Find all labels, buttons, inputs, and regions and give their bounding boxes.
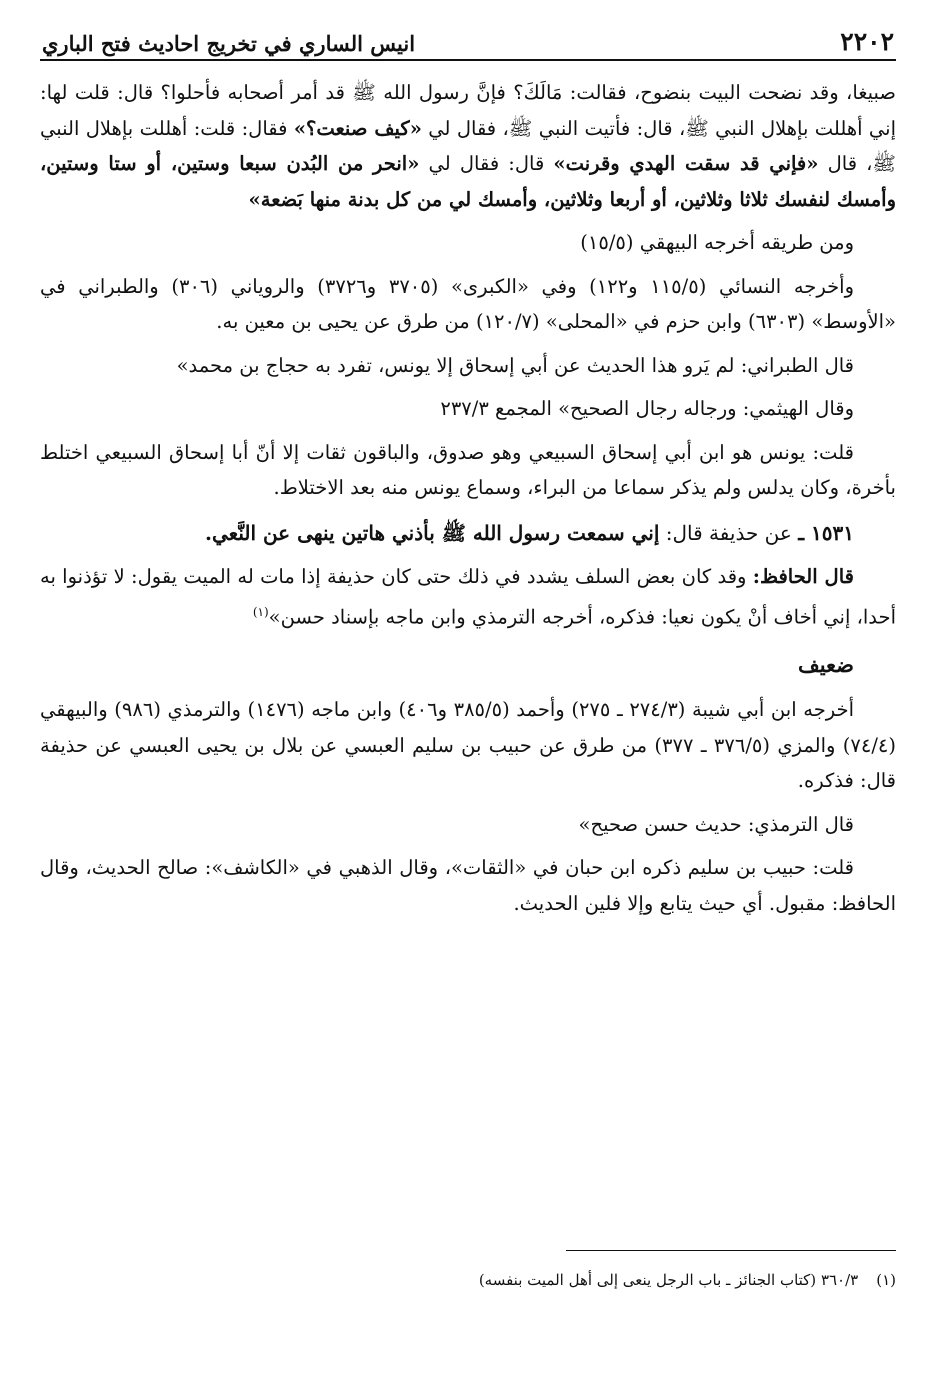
text-run: قال: فقال لي	[419, 152, 554, 175]
text-run: فقال: قلت: أهللت بإهلال النبي ﷺ، قال	[40, 116, 896, 175]
footnote-marker: (١)	[876, 1271, 896, 1289]
page-number: ٢٢٠٢	[840, 27, 894, 56]
footnote-text: ٣٦٠/٣ (كتاب الجنائز ـ باب الرجل ينعى إلى أهل الميت بنفسه)	[478, 1271, 859, 1289]
paragraph-hafiz	[40, 559, 896, 635]
footnote	[479, 1268, 896, 1292]
hadith-text: إني سمعت رسول الله ﷺ بأذني هاتين ينهى عن النَّعي.	[205, 520, 660, 545]
footnote-reference[interactable]: (١)	[252, 604, 269, 619]
main-text	[40, 75, 896, 921]
paragraph-tabarani: قال الطبراني: لم يَرو هذا الحديث عن أبي إسحاق إلا يونس، تفرد به حجاج بن محمد»	[176, 353, 854, 377]
paragraph-comment-2: قلت: حبيب بن سليم ذكره ابن حبان في «الثقات»، وقال الذهبي في «الكاشف»: صالح الحديث، وقال الحافظ: مقبول. أي حيث يتابع وإلا فلين الحديث.	[40, 856, 896, 915]
paragraph-takhrij: وأخرجه النسائي (١١٥/٥ و١٢٢) وفي «الكبرى» (٣٧٠٥ و٣٧٢٦) والروياني (٣٠٦) والطبراني في «الأوسط» (٦٣٠٣) وابن حزم في «المحلى» (١٢٠/٧) من طرق عن يحيى بن معين به.	[40, 274, 896, 333]
paragraph-tirmidhi: قال الترمذي: حديث حسن صحيح»	[578, 812, 854, 836]
paragraph-haythami: وقال الهيثمي: ورجاله رجال الصحيح» المجمع ٢٣٧/٣	[440, 397, 854, 420]
hafiz-label: قال الحافظ:	[752, 565, 854, 588]
hadith-entry	[40, 516, 896, 552]
hadith-intro: عن حذيفة قال:	[659, 520, 799, 545]
quote-bold: «انحر من البُدن سبعا وستين، أو ستا وستين، وأمسك لنفسك ثلاثا وثلاثين، أو أربعا وثلاثين، وأمسك لي من كل بدنة منها بَضعة»	[40, 152, 896, 211]
grade-heading: ضعيف	[797, 651, 854, 677]
running-title: انيس الساري في تخريج احاديث فتح الباري	[42, 31, 416, 56]
text-run: صبيغا، وقد نضحت البيت بنضوح، فقالت: مَالَكَ؟ فإنَّ رسول الله ﷺ قد أمر أصحابه فأحلوا؟ قال: قلت لها: إني أهللت بإهلال النبي ﷺ، قال: فأتيت النبي ﷺ، فقال لي	[40, 81, 897, 140]
quote-bold: «كيف صنعت؟»	[293, 116, 422, 140]
paragraph-bayhaqi: ومن طريقه أخرجه البيهقي (١٥/٥)	[580, 231, 854, 254]
paragraph-hadith-continuation	[40, 75, 896, 217]
hafiz-text: وقد كان بعض السلف يشدد في ذلك حتى كان حذيفة إذا مات له الميت يقول: لا تؤذنوا به أحدا، إني أخاف أنْ يكون نعيا: فذكره، أخرجه الترمذي وابن ماجه بإسناد حسن»	[40, 565, 896, 628]
book-page	[40, 22, 896, 1362]
hadith-number: ١٥٣١ ـ	[798, 520, 854, 545]
quote-bold: «فإني قد سقت الهدي وقرنت»	[553, 152, 819, 175]
paragraph-comment: قلت: يونس هو ابن أبي إسحاق السبيعي وهو صدوق، والباقون ثقات إلا أنّ أبا إسحاق السبيعي اختلط بأخرة، وكان يدلس ولم يذكر سماعا من البراء، وسماع يونس منه بعد الاختلاط.	[40, 440, 896, 499]
page-header	[40, 22, 896, 61]
paragraph-takhrij-2: أخرجه ابن أبي شيبة (٢٧٤/٣ ـ ٢٧٥) وأحمد (٣٨٥/٥ و٤٠٦) وابن ماجه (١٤٧٦) والترمذي (٩٨٦) والبيهقي (٧٤/٤) والمزي (٣٧٦/٥ ـ ٣٧٧) من طرق عن حبيب بن سليم العبسي عن بلال بن يحيى العبسي عن حذيفة قال: فذكره.	[40, 698, 896, 792]
footnote-divider	[566, 1250, 896, 1251]
